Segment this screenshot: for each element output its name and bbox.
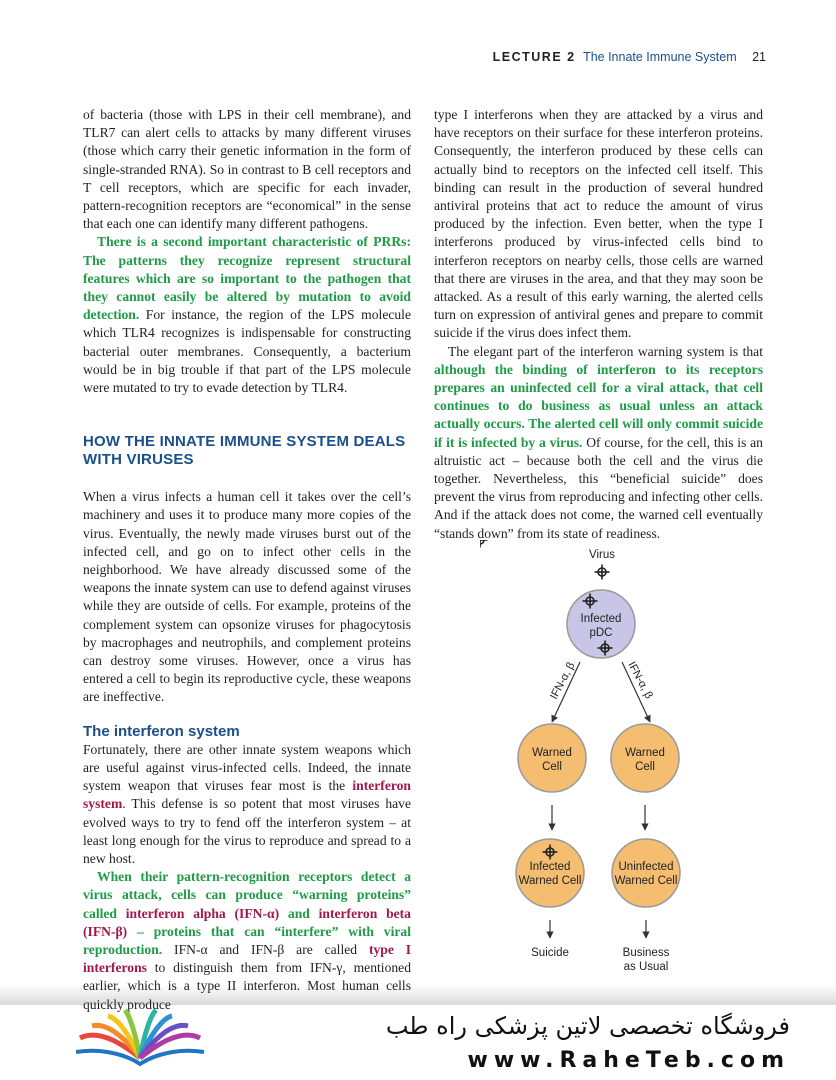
infected-warned-label-2: Warned Cell (518, 875, 582, 887)
key-point: and (279, 905, 319, 921)
business-label-1: Business (622, 947, 670, 959)
key-point: – proteins that can “interfere” with viral reproduction. (83, 923, 411, 957)
warned-cell-label-1: Warned (625, 747, 665, 759)
warned-cell-label-2: Cell (635, 761, 655, 773)
text: Of course, for the cell, this is an altruistic act – because both the cell and the virus die together. Nevertheless, this “beneficial suicide” does prevent the virus from reproducing and infecting other cells. And if the attack does not come, the warned cell eventually “stands down” from its state of readiness. (434, 434, 763, 541)
text: IFN-α and IFN-β are called (162, 941, 369, 957)
key-point: When their pattern-recognition receptors detect a virus attack, cells can produce “warning proteins” called (83, 869, 411, 921)
suicide-label: Suicide (531, 947, 569, 959)
warned-cell-label-1: Warned (532, 747, 572, 759)
uninfected-warned-cell (612, 839, 680, 907)
paragraph: type I interferons when they are attacked by a virus and have receptors on their surface for these interferon proteins. Consequently, the interferon produced by these cells can actually bind to receptors on the infected cell itself. This binding can result in the production of several hundred antiviral proteins that act to reduce the amount of virus produced by the infection. Even better, when the type I interferons produced by virus-infected cells bind to interferon receptors on nearby cells, those cells are warned that there are viruses in the area, and that they may soon be attacked. As a result of this early warning, the alerted cells turn on expression of antiviral genes and prepare to commit suicide if the virus does infect them. (434, 107, 763, 341)
key-point: There is a second important characteristic of PRRs: The patterns they recognize represent structural features which are so important to the pathogen that they cannot easily be altered by mutation to avoid detection. (83, 234, 411, 323)
page-number: 21 (752, 50, 766, 64)
infected-pdc-label-1: Infected (580, 613, 622, 625)
text: Fortunately, there are other innate system weapons which are useful against virus-infected cells. Indeed, the innate system weapon that viruses fear most is the (83, 741, 411, 794)
paragraph (83, 741, 411, 868)
website-url: www.RaheTeb.com (467, 1048, 790, 1073)
right-column (434, 106, 763, 543)
ifn-label-right: IFN-α, β (625, 659, 655, 701)
text: . This defense is so potent that most viruses have evolved ways to try to fend off the interferon system – at least long enough for the virus to reproduce and spread to a new host. (83, 796, 411, 866)
shop-name: فروشگاه تخصصی لاتین پزشکی راه طب (385, 1012, 790, 1040)
key-term: interferon system (83, 778, 411, 812)
virus-label: Virus (589, 549, 615, 561)
text: The elegant part of the interferon warning system is that (448, 343, 763, 359)
uninfected-warned-label-2: Warned Cell (614, 875, 678, 887)
paragraph (83, 868, 411, 1014)
warned-cell-label-2: Cell (542, 761, 562, 773)
paragraph: When a virus infects a human cell it takes over the cell’s machinery and uses it to produce many more copies of the virus. Eventually, the newly made viruses burst out of the infected cell, and go on to infect other cells in the neighborhood. We have already discussed some of the weapons the innate system can use to defend against viruses while they are outside of cells. For example, proteins of the complement system can opsonize viruses for phagocytosis by macrophages and neutrophils, and complement proteins can destroy some viruses. However, once a virus has entered a cell to begin its reproductive cycle, these weapons are ineffective. (83, 489, 411, 705)
infected-warned-label-1: Infected (529, 861, 571, 873)
key-term: interferon alpha (IFN-α) (125, 905, 280, 921)
ifn-label-left: IFN-α, β (548, 660, 578, 702)
subsection-heading: The interferon system (83, 722, 240, 740)
section-heading: HOW THE INNATE IMMUNE SYSTEM DEALS WITH VIRUSES (83, 433, 406, 469)
virus-icon (595, 565, 610, 580)
key-point: although the binding of interferon to its receptors prepares an uninfected cell for a viral attack, that cell continues to do business as usual unless an attack actually occurs. The alerted cell will only commit suicide if it is infected by a virus. (434, 361, 763, 450)
paragraph: of bacteria (those with LPS in their cell membrane), and TLR7 can alert cells to attacks by many different viruses (those which carry their genetic information in the form of single-stranded RNA). So in contrast to B cell receptors and T cell receptors, which are specific for each invader, pattern-recognition receptors are “economical” in the sense that each one can identify many different pathogens. (83, 107, 411, 232)
running-header (493, 50, 766, 64)
book-logo (70, 1008, 210, 1068)
interferon-figure (480, 540, 740, 980)
lecture-number: LECTURE 2 (492, 50, 576, 64)
text: For instance, the region of the LPS molecule which TLR4 recognizes is indispensable for constructing bacterial outer membranes. Consequently, a bacterium would be in big trouble if that part of the LPS molecule were mutated to try to evade detection by TLR4. (83, 307, 411, 396)
key-term: type I interferons (83, 941, 412, 976)
key-term: interferon beta (IFN-β) (83, 905, 411, 939)
uninfected-warned-label-1: Uninfected (618, 861, 674, 873)
lecture-title: The Innate Immune System (583, 50, 737, 64)
left-column (83, 106, 411, 1014)
business-label-2: as Usual (623, 961, 669, 973)
paragraph (83, 233, 411, 397)
infected-pdc-label-2: pDC (589, 627, 613, 639)
paragraph (434, 343, 763, 543)
text: to distinguish them from IFN-γ, mentioned earlier, which is a type II interferon. Most human cells quickly produce (83, 960, 411, 1012)
